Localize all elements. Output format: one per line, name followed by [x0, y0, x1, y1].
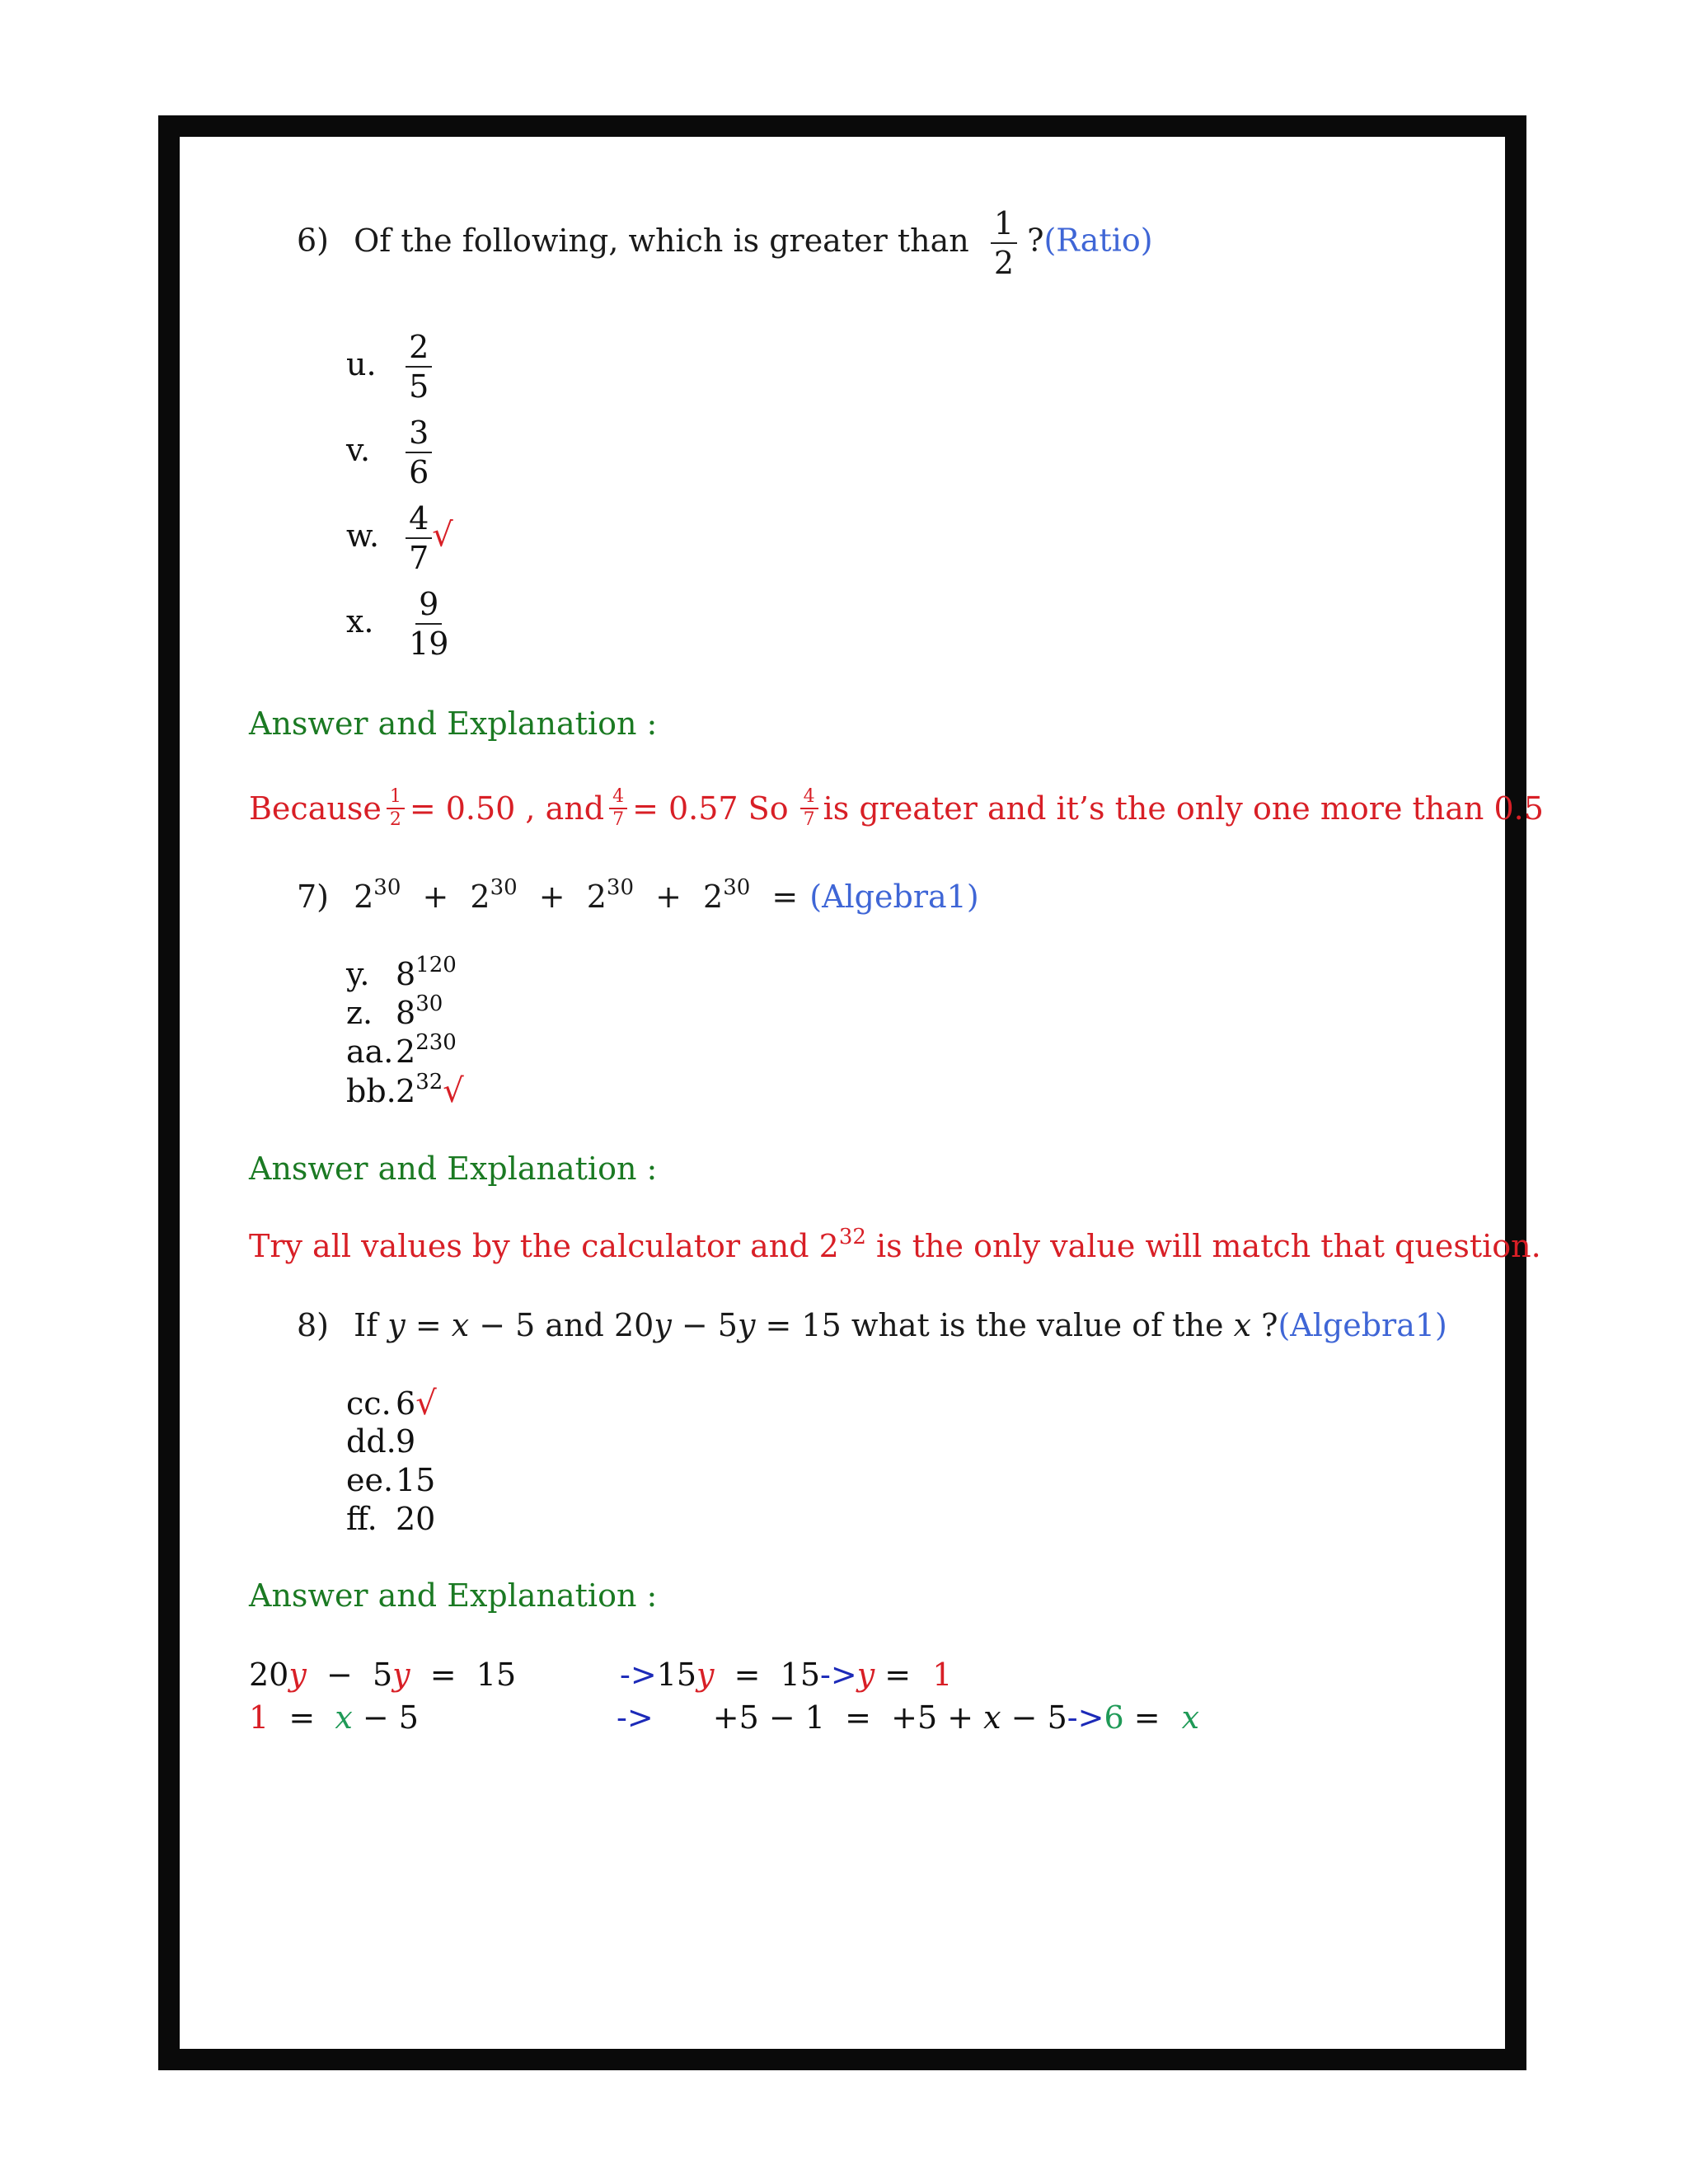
- option-w: w. $\frac{4}{7}$ √: [346, 500, 453, 576]
- question-number: 6): [297, 222, 330, 259]
- arrow-icon: ->: [820, 1657, 857, 1693]
- topic-tag: (Algebra1): [1278, 1307, 1447, 1343]
- option-ff: ff. 20: [346, 1501, 436, 1537]
- fraction-one-half: $\frac{1}{2}$: [387, 786, 405, 831]
- answer-heading-7: Answer and Explanation :: [249, 1151, 658, 1187]
- answer-heading-8: Answer and Explanation :: [249, 1577, 658, 1614]
- explanation-8-line-1-right: ->15y = 15->y = 1: [620, 1657, 953, 1693]
- option-y: y. $8^{120}$: [346, 953, 457, 992]
- explanation-6: Because $\frac{1}{2}$ = 0.50 , and $\frac{4}{7}$ = 0.57 So $\frac{4}{7}$ is greater and it’s the only one more than 0.5: [249, 786, 1544, 830]
- option-fraction: $\frac{9}{19}$: [409, 586, 449, 662]
- check-mark-icon: √: [432, 516, 453, 555]
- option-ee: ee.15: [346, 1462, 436, 1498]
- option-bb: $bb.2^{32}√$: [346, 1070, 464, 1110]
- topic-tag: (Ratio): [1043, 222, 1153, 259]
- option-aa: $aa.2^{230}$: [346, 1030, 457, 1070]
- question-text: Of the following, which is greater than: [354, 222, 969, 259]
- fraction-four-sevenths: $\frac{4}{7}$: [609, 786, 627, 831]
- question-8: 8) If y = x − 5 and 20y − 5y = 15 what is the value of the x ?(Algebra1): [297, 1307, 1447, 1343]
- option-v: v. $\frac{3}{6}$: [346, 414, 432, 491]
- option-x: x. $\frac{9}{19}$: [346, 585, 452, 663]
- question-7: 7) $2^{30} + 2^{30} + 2^{30} + 2^{30}$ = (Algebra1): [297, 875, 979, 915]
- explanation-7: Try all values by the calculator and $2^{32}$ is the only value will match that question.: [249, 1225, 1541, 1264]
- question-mark: ?: [1027, 222, 1044, 259]
- question-6: [297, 204, 1153, 282]
- check-mark-icon: √: [443, 1072, 464, 1110]
- topic-tag: (Algebra1): [809, 879, 979, 915]
- option-fraction: $\frac{2}{5}$: [406, 328, 432, 405]
- fraction-four-sevenths: $\frac{4}{7}$: [800, 786, 818, 831]
- arrow-icon: ->: [617, 1699, 654, 1736]
- arrow-icon: ->: [1067, 1699, 1104, 1736]
- option-u: u. $\frac{2}{5}$: [346, 328, 432, 405]
- option-dd: dd.9: [346, 1423, 416, 1460]
- explanation-8-line-1: 20y − 5y = 15: [249, 1657, 517, 1693]
- option-z: z. $8^{30}$: [346, 991, 443, 1031]
- check-mark-icon: √: [415, 1385, 437, 1422]
- arrow-icon: ->: [620, 1657, 657, 1693]
- explanation-8-line-2-right: -> +5 − 1 = +5 + x − 5->6 = x: [617, 1699, 1200, 1736]
- question-number: 8): [297, 1307, 330, 1343]
- question-number: 7): [297, 879, 330, 915]
- option-fraction: $\frac{4}{7}$: [406, 499, 432, 577]
- answer-heading-6: Answer and Explanation :: [249, 705, 658, 742]
- option-fraction: $\frac{3}{6}$: [406, 414, 432, 491]
- explanation-8-line-2: 1 = x − 5: [249, 1699, 419, 1736]
- fraction-half: $\frac{1}{2}$: [991, 204, 1017, 282]
- option-cc: cc. 6√: [346, 1385, 437, 1422]
